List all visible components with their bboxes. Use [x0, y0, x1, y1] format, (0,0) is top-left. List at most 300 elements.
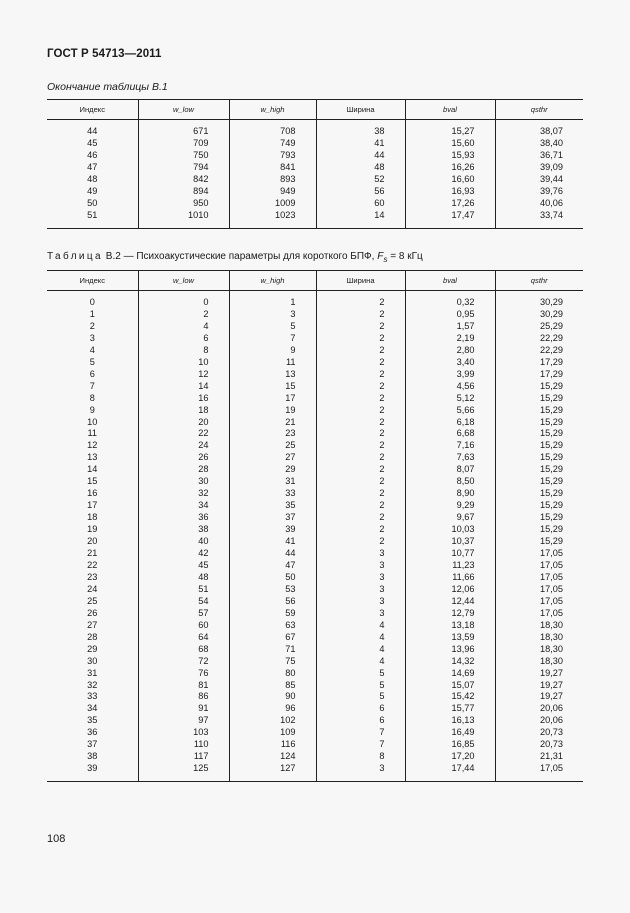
cell-index: 8	[89, 392, 95, 403]
cell-qsthr: 15,29	[495, 512, 583, 524]
cell-width: 2	[316, 417, 405, 429]
cell-qsthr: 15,29	[495, 440, 583, 452]
cell-w-high: 102	[229, 715, 316, 727]
cell-w-low: 18	[138, 405, 229, 417]
cell-index: 5	[89, 356, 95, 367]
cell-qsthr: 18,30	[495, 656, 583, 668]
cell-index: 28	[87, 631, 98, 642]
cell-w-low: 4	[138, 321, 229, 333]
cell-w-low: 38	[138, 524, 229, 536]
cell-index: 19	[87, 524, 98, 535]
spacer-cell	[316, 775, 405, 782]
cell-index: 26	[87, 607, 98, 618]
cell-bval: 16,26	[405, 162, 495, 174]
cell-bval: 1,57	[405, 321, 495, 333]
cell-w-low: 709	[138, 138, 229, 150]
cell-index: 7	[89, 380, 95, 391]
table2-header-row	[47, 271, 583, 291]
cell-bval: 13,18	[405, 620, 495, 632]
cell-w-low: 117	[138, 751, 229, 763]
cell-w-high: 85	[229, 680, 316, 692]
cell-w-high: 1023	[229, 210, 316, 222]
cell-bval: 17,44	[405, 763, 495, 775]
cell-bval: 15,60	[405, 138, 495, 150]
cell-index: 32	[87, 679, 98, 690]
cell-w-low: 60	[138, 620, 229, 632]
cell-w-high: 47	[229, 560, 316, 572]
table-row	[47, 668, 583, 680]
cell-w-low: 24	[138, 440, 229, 452]
cell-bval: 15,42	[405, 691, 495, 703]
cell-index: 3	[89, 332, 95, 343]
cell-w-high: 7	[229, 333, 316, 345]
cell-w-high: 59	[229, 608, 316, 620]
cell-bval: 12,44	[405, 596, 495, 608]
col-header-index: Индекс	[47, 271, 138, 291]
cell-qsthr: 15,29	[495, 488, 583, 500]
cell-w-high: 13	[229, 369, 316, 381]
cell-qsthr: 19,27	[495, 680, 583, 692]
cell-bval: 2,80	[405, 345, 495, 357]
table2-body	[47, 291, 583, 782]
col-header-qsthr: qsthr	[495, 271, 583, 291]
cell-w-high: 25	[229, 440, 316, 452]
cell-w-low: 12	[138, 369, 229, 381]
table-row	[47, 560, 583, 572]
cell-qsthr: 15,29	[495, 452, 583, 464]
table-row	[47, 763, 583, 775]
table-row	[47, 488, 583, 500]
cell-width: 2	[316, 428, 405, 440]
cell-w-low: 894	[138, 186, 229, 198]
spacer-cell	[229, 222, 316, 229]
table-row	[47, 186, 583, 198]
cell-index: 4	[89, 344, 95, 355]
spacer-cell	[405, 222, 495, 229]
cell-width: 2	[316, 476, 405, 488]
cell-w-low: 40	[138, 536, 229, 548]
table-row	[47, 357, 583, 369]
table-row	[47, 476, 583, 488]
table1	[47, 99, 583, 229]
cell-index: 36	[87, 727, 98, 738]
cell-w-high: 17	[229, 393, 316, 405]
cell-index: 27	[87, 619, 98, 630]
cell-qsthr: 17,29	[495, 369, 583, 381]
cell-qsthr: 15,29	[495, 536, 583, 548]
cell-w-low: 57	[138, 608, 229, 620]
page-number: 108	[47, 833, 66, 845]
table-row	[47, 715, 583, 727]
cell-w-high: 41	[229, 536, 316, 548]
cell-w-low: 794	[138, 162, 229, 174]
cell-qsthr: 21,31	[495, 751, 583, 763]
table-row	[47, 739, 583, 751]
cell-bval: 8,90	[405, 488, 495, 500]
table1-body	[47, 120, 583, 229]
cell-width: 5	[316, 668, 405, 680]
cell-qsthr: 18,30	[495, 632, 583, 644]
cell-bval: 6,18	[405, 417, 495, 429]
cell-w-high: 21	[229, 417, 316, 429]
cell-w-low: 8	[138, 345, 229, 357]
cell-width: 56	[316, 186, 405, 198]
table-row	[47, 452, 583, 464]
cell-qsthr: 17,05	[495, 548, 583, 560]
col-header-w-high: w_high	[229, 271, 316, 291]
cell-index: 45	[87, 137, 98, 148]
cell-w-high: 90	[229, 691, 316, 703]
cell-bval: 9,29	[405, 500, 495, 512]
cell-w-high: 39	[229, 524, 316, 536]
cell-width: 60	[316, 198, 405, 210]
cell-qsthr: 18,30	[495, 644, 583, 656]
cell-w-high: 15	[229, 381, 316, 393]
cell-bval: 0,95	[405, 309, 495, 321]
cell-width: 2	[316, 488, 405, 500]
document-header: ГОСТ Р 54713—2011	[47, 48, 162, 60]
cell-width: 3	[316, 608, 405, 620]
cell-bval: 10,37	[405, 536, 495, 548]
cell-width: 52	[316, 174, 405, 186]
cell-index: 12	[87, 440, 98, 451]
table-row	[47, 608, 583, 620]
table-row	[47, 464, 583, 476]
cell-qsthr: 39,09	[495, 162, 583, 174]
cell-w-high: 56	[229, 596, 316, 608]
table-row	[47, 572, 583, 584]
cell-w-high: 63	[229, 620, 316, 632]
cell-qsthr: 17,05	[495, 584, 583, 596]
cell-bval: 8,07	[405, 464, 495, 476]
cell-w-high: 1	[229, 297, 316, 309]
cell-index: 10	[87, 416, 98, 427]
cell-w-low: 842	[138, 174, 229, 186]
cell-bval: 11,23	[405, 560, 495, 572]
cell-w-high: 96	[229, 703, 316, 715]
table-row	[47, 680, 583, 692]
spacer-cell	[47, 775, 138, 782]
cell-qsthr: 17,29	[495, 357, 583, 369]
cell-w-low: 32	[138, 488, 229, 500]
cell-qsthr: 39,44	[495, 174, 583, 186]
cell-qsthr: 17,05	[495, 763, 583, 775]
table-spacer-row	[47, 222, 583, 229]
cell-w-high: 29	[229, 464, 316, 476]
cell-qsthr: 17,05	[495, 560, 583, 572]
cell-width: 48	[316, 162, 405, 174]
cell-w-high: 893	[229, 174, 316, 186]
cell-index: 29	[87, 643, 98, 654]
spacer-cell	[316, 222, 405, 229]
cell-w-high: 80	[229, 668, 316, 680]
cell-index: 1	[89, 308, 95, 319]
col-header-bval: bval	[405, 271, 495, 291]
cell-qsthr: 18,30	[495, 620, 583, 632]
cell-bval: 6,68	[405, 428, 495, 440]
cell-bval: 15,27	[405, 126, 495, 138]
table-row	[47, 174, 583, 186]
col-header-w-low: w_low	[138, 271, 229, 291]
cell-width: 2	[316, 440, 405, 452]
col-header-qsthr: qsthr	[495, 100, 583, 120]
table-row	[47, 369, 583, 381]
table-row	[47, 393, 583, 405]
cell-w-high: 67	[229, 632, 316, 644]
table1-caption: Окончание таблицы В.1	[47, 81, 168, 93]
table-row	[47, 381, 583, 393]
cell-bval: 8,50	[405, 476, 495, 488]
cell-w-high: 5	[229, 321, 316, 333]
cell-w-high: 116	[229, 739, 316, 751]
table2-caption-text: В.2 — Психоакустические параметры для короткого БПФ,	[105, 251, 375, 262]
cell-index: 44	[87, 126, 98, 136]
cell-width: 7	[316, 739, 405, 751]
cell-w-high: 3	[229, 309, 316, 321]
table-row	[47, 536, 583, 548]
cell-qsthr: 25,29	[495, 321, 583, 333]
cell-w-high: 37	[229, 512, 316, 524]
cell-bval: 14,69	[405, 668, 495, 680]
cell-bval: 12,79	[405, 608, 495, 620]
cell-index: 31	[87, 667, 98, 678]
cell-bval: 17,20	[405, 751, 495, 763]
cell-bval: 0,32	[405, 297, 495, 309]
cell-bval: 16,49	[405, 727, 495, 739]
cell-bval: 13,59	[405, 632, 495, 644]
cell-w-low: 26	[138, 452, 229, 464]
table-spacer-row	[47, 775, 583, 782]
cell-w-low: 72	[138, 656, 229, 668]
cell-w-low: 30	[138, 476, 229, 488]
cell-w-high: 53	[229, 584, 316, 596]
table-row	[47, 345, 583, 357]
spacer-cell	[138, 222, 229, 229]
cell-qsthr: 20,73	[495, 739, 583, 751]
cell-index: 47	[87, 161, 98, 172]
cell-index: 48	[87, 173, 98, 184]
cell-width: 14	[316, 210, 405, 222]
table-row	[47, 297, 583, 309]
cell-width: 2	[316, 464, 405, 476]
cell-w-low: 6	[138, 333, 229, 345]
cell-qsthr: 20,73	[495, 727, 583, 739]
cell-w-high: 109	[229, 727, 316, 739]
cell-w-low: 110	[138, 739, 229, 751]
cell-qsthr: 15,29	[495, 476, 583, 488]
cell-width: 2	[316, 357, 405, 369]
cell-qsthr: 17,05	[495, 596, 583, 608]
cell-qsthr: 40,06	[495, 198, 583, 210]
spacer-cell	[495, 775, 583, 782]
cell-w-low: 16	[138, 393, 229, 405]
table1-header-row	[47, 100, 583, 120]
cell-bval: 15,77	[405, 703, 495, 715]
cell-index: 20	[87, 536, 98, 547]
cell-bval: 5,12	[405, 393, 495, 405]
cell-qsthr: 19,27	[495, 691, 583, 703]
cell-bval: 14,32	[405, 656, 495, 668]
cell-w-high: 124	[229, 751, 316, 763]
cell-bval: 13,96	[405, 644, 495, 656]
cell-bval: 12,06	[405, 584, 495, 596]
cell-index: 11	[87, 428, 98, 439]
cell-width: 8	[316, 751, 405, 763]
cell-w-low: 97	[138, 715, 229, 727]
table2-caption-value: = 8 кГц	[390, 251, 423, 262]
cell-width: 4	[316, 632, 405, 644]
cell-width: 2	[316, 297, 405, 309]
col-header-index: Индекс	[47, 100, 138, 120]
cell-w-high: 9	[229, 345, 316, 357]
cell-w-high: 19	[229, 405, 316, 417]
cell-width: 4	[316, 620, 405, 632]
cell-index: 38	[87, 751, 98, 762]
cell-qsthr: 15,29	[495, 464, 583, 476]
table-row	[47, 126, 583, 138]
cell-w-high: 44	[229, 548, 316, 560]
table-row	[47, 417, 583, 429]
cell-w-low: 64	[138, 632, 229, 644]
cell-width: 2	[316, 536, 405, 548]
cell-bval: 10,03	[405, 524, 495, 536]
cell-w-low: 28	[138, 464, 229, 476]
col-header-w-low: w_low	[138, 100, 229, 120]
cell-index: 17	[87, 500, 98, 511]
cell-bval: 4,56	[405, 381, 495, 393]
cell-width: 2	[316, 512, 405, 524]
table-row	[47, 309, 583, 321]
table-row	[47, 138, 583, 150]
cell-w-low: 68	[138, 644, 229, 656]
cell-w-low: 48	[138, 572, 229, 584]
cell-bval: 7,63	[405, 452, 495, 464]
cell-w-low: 86	[138, 691, 229, 703]
cell-w-low: 76	[138, 668, 229, 680]
table-row	[47, 198, 583, 210]
cell-w-low: 91	[138, 703, 229, 715]
table-row	[47, 150, 583, 162]
cell-index: 46	[87, 149, 98, 160]
cell-index: 39	[87, 763, 98, 774]
cell-qsthr: 15,29	[495, 428, 583, 440]
cell-w-low: 36	[138, 512, 229, 524]
cell-width: 3	[316, 548, 405, 560]
cell-width: 2	[316, 345, 405, 357]
cell-qsthr: 15,29	[495, 524, 583, 536]
cell-qsthr: 38,40	[495, 138, 583, 150]
cell-width: 7	[316, 727, 405, 739]
cell-index: 33	[87, 691, 98, 702]
cell-bval: 17,47	[405, 210, 495, 222]
cell-bval: 16,85	[405, 739, 495, 751]
cell-w-high: 35	[229, 500, 316, 512]
spacer-cell	[495, 222, 583, 229]
cell-w-high: 50	[229, 572, 316, 584]
cell-qsthr: 15,29	[495, 500, 583, 512]
cell-qsthr: 17,05	[495, 608, 583, 620]
cell-w-high: 31	[229, 476, 316, 488]
cell-w-high: 1009	[229, 198, 316, 210]
table2	[47, 270, 583, 782]
cell-width: 2	[316, 524, 405, 536]
table-row	[47, 512, 583, 524]
cell-bval: 16,93	[405, 186, 495, 198]
cell-w-high: 71	[229, 644, 316, 656]
cell-index: 51	[87, 209, 98, 220]
cell-bval: 3,40	[405, 357, 495, 369]
cell-qsthr: 20,06	[495, 703, 583, 715]
cell-qsthr: 33,74	[495, 210, 583, 222]
cell-index: 23	[87, 571, 98, 582]
cell-w-high: 11	[229, 357, 316, 369]
table-row	[47, 632, 583, 644]
cell-index: 15	[87, 476, 98, 487]
cell-width: 3	[316, 572, 405, 584]
col-header-w-high: w_high	[229, 100, 316, 120]
cell-bval: 17,26	[405, 198, 495, 210]
cell-width: 3	[316, 584, 405, 596]
cell-width: 2	[316, 381, 405, 393]
cell-bval: 3,99	[405, 369, 495, 381]
cell-w-low: 20	[138, 417, 229, 429]
cell-qsthr: 38,07	[495, 126, 583, 138]
table2-caption-subscript: s	[383, 254, 388, 264]
cell-w-low: 51	[138, 584, 229, 596]
cell-bval: 15,93	[405, 150, 495, 162]
cell-width: 3	[316, 763, 405, 775]
cell-qsthr: 30,29	[495, 297, 583, 309]
cell-w-high: 75	[229, 656, 316, 668]
cell-w-high: 749	[229, 138, 316, 150]
cell-index: 0	[89, 297, 95, 307]
cell-qsthr: 30,29	[495, 309, 583, 321]
cell-w-high: 127	[229, 763, 316, 775]
cell-width: 3	[316, 596, 405, 608]
table-row	[47, 333, 583, 345]
table-row	[47, 210, 583, 222]
cell-qsthr: 17,05	[495, 572, 583, 584]
table-row	[47, 428, 583, 440]
cell-index: 49	[87, 185, 98, 196]
cell-qsthr: 22,29	[495, 345, 583, 357]
cell-qsthr: 15,29	[495, 381, 583, 393]
cell-index: 34	[87, 703, 98, 714]
cell-w-low: 1010	[138, 210, 229, 222]
cell-width: 4	[316, 644, 405, 656]
table-row	[47, 524, 583, 536]
table-row	[47, 584, 583, 596]
table-row	[47, 751, 583, 763]
table-row	[47, 596, 583, 608]
spacer-cell	[138, 775, 229, 782]
cell-w-high: 793	[229, 150, 316, 162]
cell-w-low: 45	[138, 560, 229, 572]
table2-caption-symbol: F	[377, 251, 384, 262]
cell-index: 13	[87, 452, 98, 463]
cell-w-low: 103	[138, 727, 229, 739]
table-row	[47, 691, 583, 703]
cell-index: 25	[87, 595, 98, 606]
cell-bval: 11,66	[405, 572, 495, 584]
cell-qsthr: 36,71	[495, 150, 583, 162]
cell-width: 2	[316, 500, 405, 512]
cell-bval: 15,07	[405, 680, 495, 692]
table-row	[47, 703, 583, 715]
cell-width: 2	[316, 369, 405, 381]
cell-qsthr: 20,06	[495, 715, 583, 727]
cell-index: 18	[87, 512, 98, 523]
